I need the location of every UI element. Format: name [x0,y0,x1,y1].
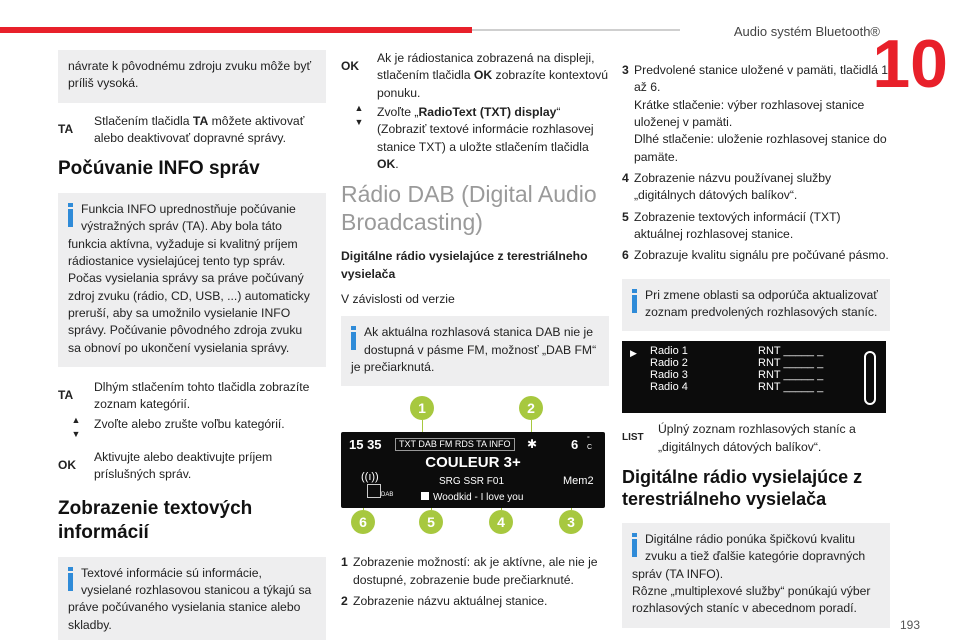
heading-dab-radio: Rádio DAB (Digital Audio Broadcasting) [341,181,597,235]
station-list-screen [622,341,886,413]
station-row-name: Radio 3 [650,369,688,382]
ta-key-label-2: TA [58,388,74,403]
station-list-values [758,345,823,393]
continued-note-text: návrate k pôvodnému zdroju zvuku môže byť príliš vysoká. [68,59,312,91]
subheading-terrestrial: Digitálne rádio vysielajúce z terestriálneho vysielača [341,249,588,281]
chapter-number: 10 [872,26,948,102]
station-row-value: RNT _____ _ [758,369,824,382]
info-icon [68,203,73,227]
dab-signal-bars-icon: DAB [367,484,381,498]
legend-item: 2 Zobrazenie názvu aktuálnej stanice. [341,594,548,609]
up-down-arrows-icon: ▲ ▼ [71,414,81,439]
legend-item: 4 Zobrazenie názvu používanej služby „digitálnych dátových balíkov“. [622,170,832,203]
clock: 15 35 [349,437,382,453]
info-note [58,193,326,367]
header-red-bar [0,27,472,33]
version-note: V závislosti od verzie [341,292,455,307]
callout-legend-1-2 [341,554,609,610]
ta-long-press-instruction: TA Dlhým stlačením tohto tlačidla zobrazíte zoznam kategórií. [58,379,326,414]
station-row-value: RNT _____ _ [758,381,824,394]
station-name: COULEUR 3+ [425,454,521,472]
heading-info-messages: Počúvanie INFO správ [58,158,260,180]
station-row-name: Radio 1 [650,345,688,358]
legend-item: 6 Zobrazuje kvalitu signálu pre počúvané pásmo. [622,248,889,263]
text-info-note [58,557,326,640]
callout-2: 2 [519,396,543,420]
station-row-name: Radio 4 [650,381,688,394]
heading-digital-radio: Digitálne rádio vysielajúce z terestriálneho vysielača [622,466,863,510]
region-change-note-text: Pri zmene oblasti sa odporúča aktualizovať zoznam predvolených rozhlasových staníc. [645,287,878,319]
header-grey-line [472,29,680,31]
up-down-arrows-icon: ▲ ▼ [354,102,364,127]
radio-screen [341,432,605,508]
ok-key-label: OK [58,457,76,472]
digital-radio-note-text: Digitálne rádio ponúka špičkovú kvalitu zvuku a tiež ďalšie kategórie dopravných správ (TA INFO). Rôzne „multiplexové služby“ ponúkajú výber rozhlasových staníc v abecednom poradí. [632,531,871,616]
scrollbar [864,351,876,405]
legend-item: 3 Predvolené stanice uložené v pamäti, tlačidlá 1 až 6. Krátke stlačenie: výber rozhlasovej stanice uloženej v pamäti. Dlhé stlačenie: uloženie rozhlasovej stanice do pamäte. [622,63,889,164]
info-note-text: Funkcia INFO uprednostňuje počúvanie výstražných správ (TA). Aby bola táto funkcia aktívna, vyžaduje si kvalitný príjem rádiostanice vysielajúcej tento typ správ. Počas vysielania správy sa práve počúvaný zdroj zvuku (rádio, CD, USB, ...) automaticky preruší, aby sa umožnilo vysielanie INFO správy. Počúvanie pôvodného zdroja zvuku sa obnoví po ukončení vysielania správy. [68,202,310,355]
column-1 [58,50,326,640]
column-3 [622,50,890,638]
dab-display-illustration [341,396,605,546]
list-instruction: LIST Úplný zoznam rozhlasových staníc a „digitálnych dátových balíkov“. [622,421,890,456]
callout-1: 1 [410,396,434,420]
preset-number: 6 [571,437,579,453]
ok-instruction: OK Aktivujte alebo deaktivujte príjem príslušných správ. [58,449,326,484]
ta-instruction: TA Stlačením tlačidla TA môžete aktivovať alebo deaktivovať dopravné správy. [58,113,326,148]
heading-text-info: Zobrazenie textových informácií [58,498,253,544]
memory-label: Mem2 [563,475,594,488]
arrows-instruction: ▲ ▼ Zvoľte alebo zrušte voľbu kategórií. [58,416,326,439]
option-flags: TXT DAB FM RDS TA INFO [395,438,515,451]
info-icon [68,567,73,591]
dab-fm-note [341,316,609,386]
legend-item: 1 Zobrazenie možností: ak je aktívne, ale nie je dostupné, zobrazenie bude prečiarknuté. [341,555,598,587]
station-row-value: RNT _____ _ [758,357,824,370]
page-number: 193 [899,618,920,632]
list-key-label: LIST [622,432,644,444]
digital-radio-note [622,523,890,628]
service-name: SRG SSR F01 [439,476,505,488]
station-row-name: Radio 2 [650,357,688,370]
region-change-note [622,279,890,332]
callout-3: 3 [559,510,583,534]
station-row-value: RNT _____ _ [758,345,824,358]
radiotext-instruction: ▲ ▼ Zvoľte „RadioText (TXT) display“ (Zobraziť textové informácie rozhlasovej stanice TXT) a uložte stlačením tlačidla OK. [341,104,609,173]
dab-fm-note-text: Ak aktuálna rozhlasová stanica DAB nie je dostupná v pásme FM, možnosť „DAB FM“ je prečiarknutá. [351,325,597,375]
info-icon [632,533,637,557]
txt-icon [421,492,429,500]
callout-4: 4 [489,510,513,534]
legend-item: 5 Zobrazenie textových informácií (TXT) aktuálnej rozhlasovej stanice. [622,209,841,241]
callout-legend-3-6 [622,62,890,265]
station-list-names [650,345,688,393]
callout-6: 6 [351,510,375,534]
bluetooth-icon: ✱ [527,437,538,452]
text-info-line: Woodkid - I love you [421,491,523,505]
info-icon [351,326,356,350]
info-icon [632,289,637,313]
ok-key-label: OK [341,59,359,73]
ok-context-instruction: OK Ak je rádiostanica zobrazená na displeji, stlačením tlačidla OK zobrazíte kontextovú ponuku. [341,50,609,102]
section-title: Audio systém Bluetooth® [733,24,880,39]
signal-icon: ((ı)) [361,471,379,484]
ta-key-label: TA [58,121,74,136]
column-2 [341,50,609,614]
temperature-icon: ° C [587,436,593,452]
continued-note [58,50,326,103]
text-info-note-text: Textové informácie sú informácie, vysielané rozhlasovou stanicou a týkajú sa práve počúvaného vysielania stanice alebo skladby. [68,565,312,632]
callout-5: 5 [419,510,443,534]
selection-arrow-icon: ▶ [630,348,637,359]
